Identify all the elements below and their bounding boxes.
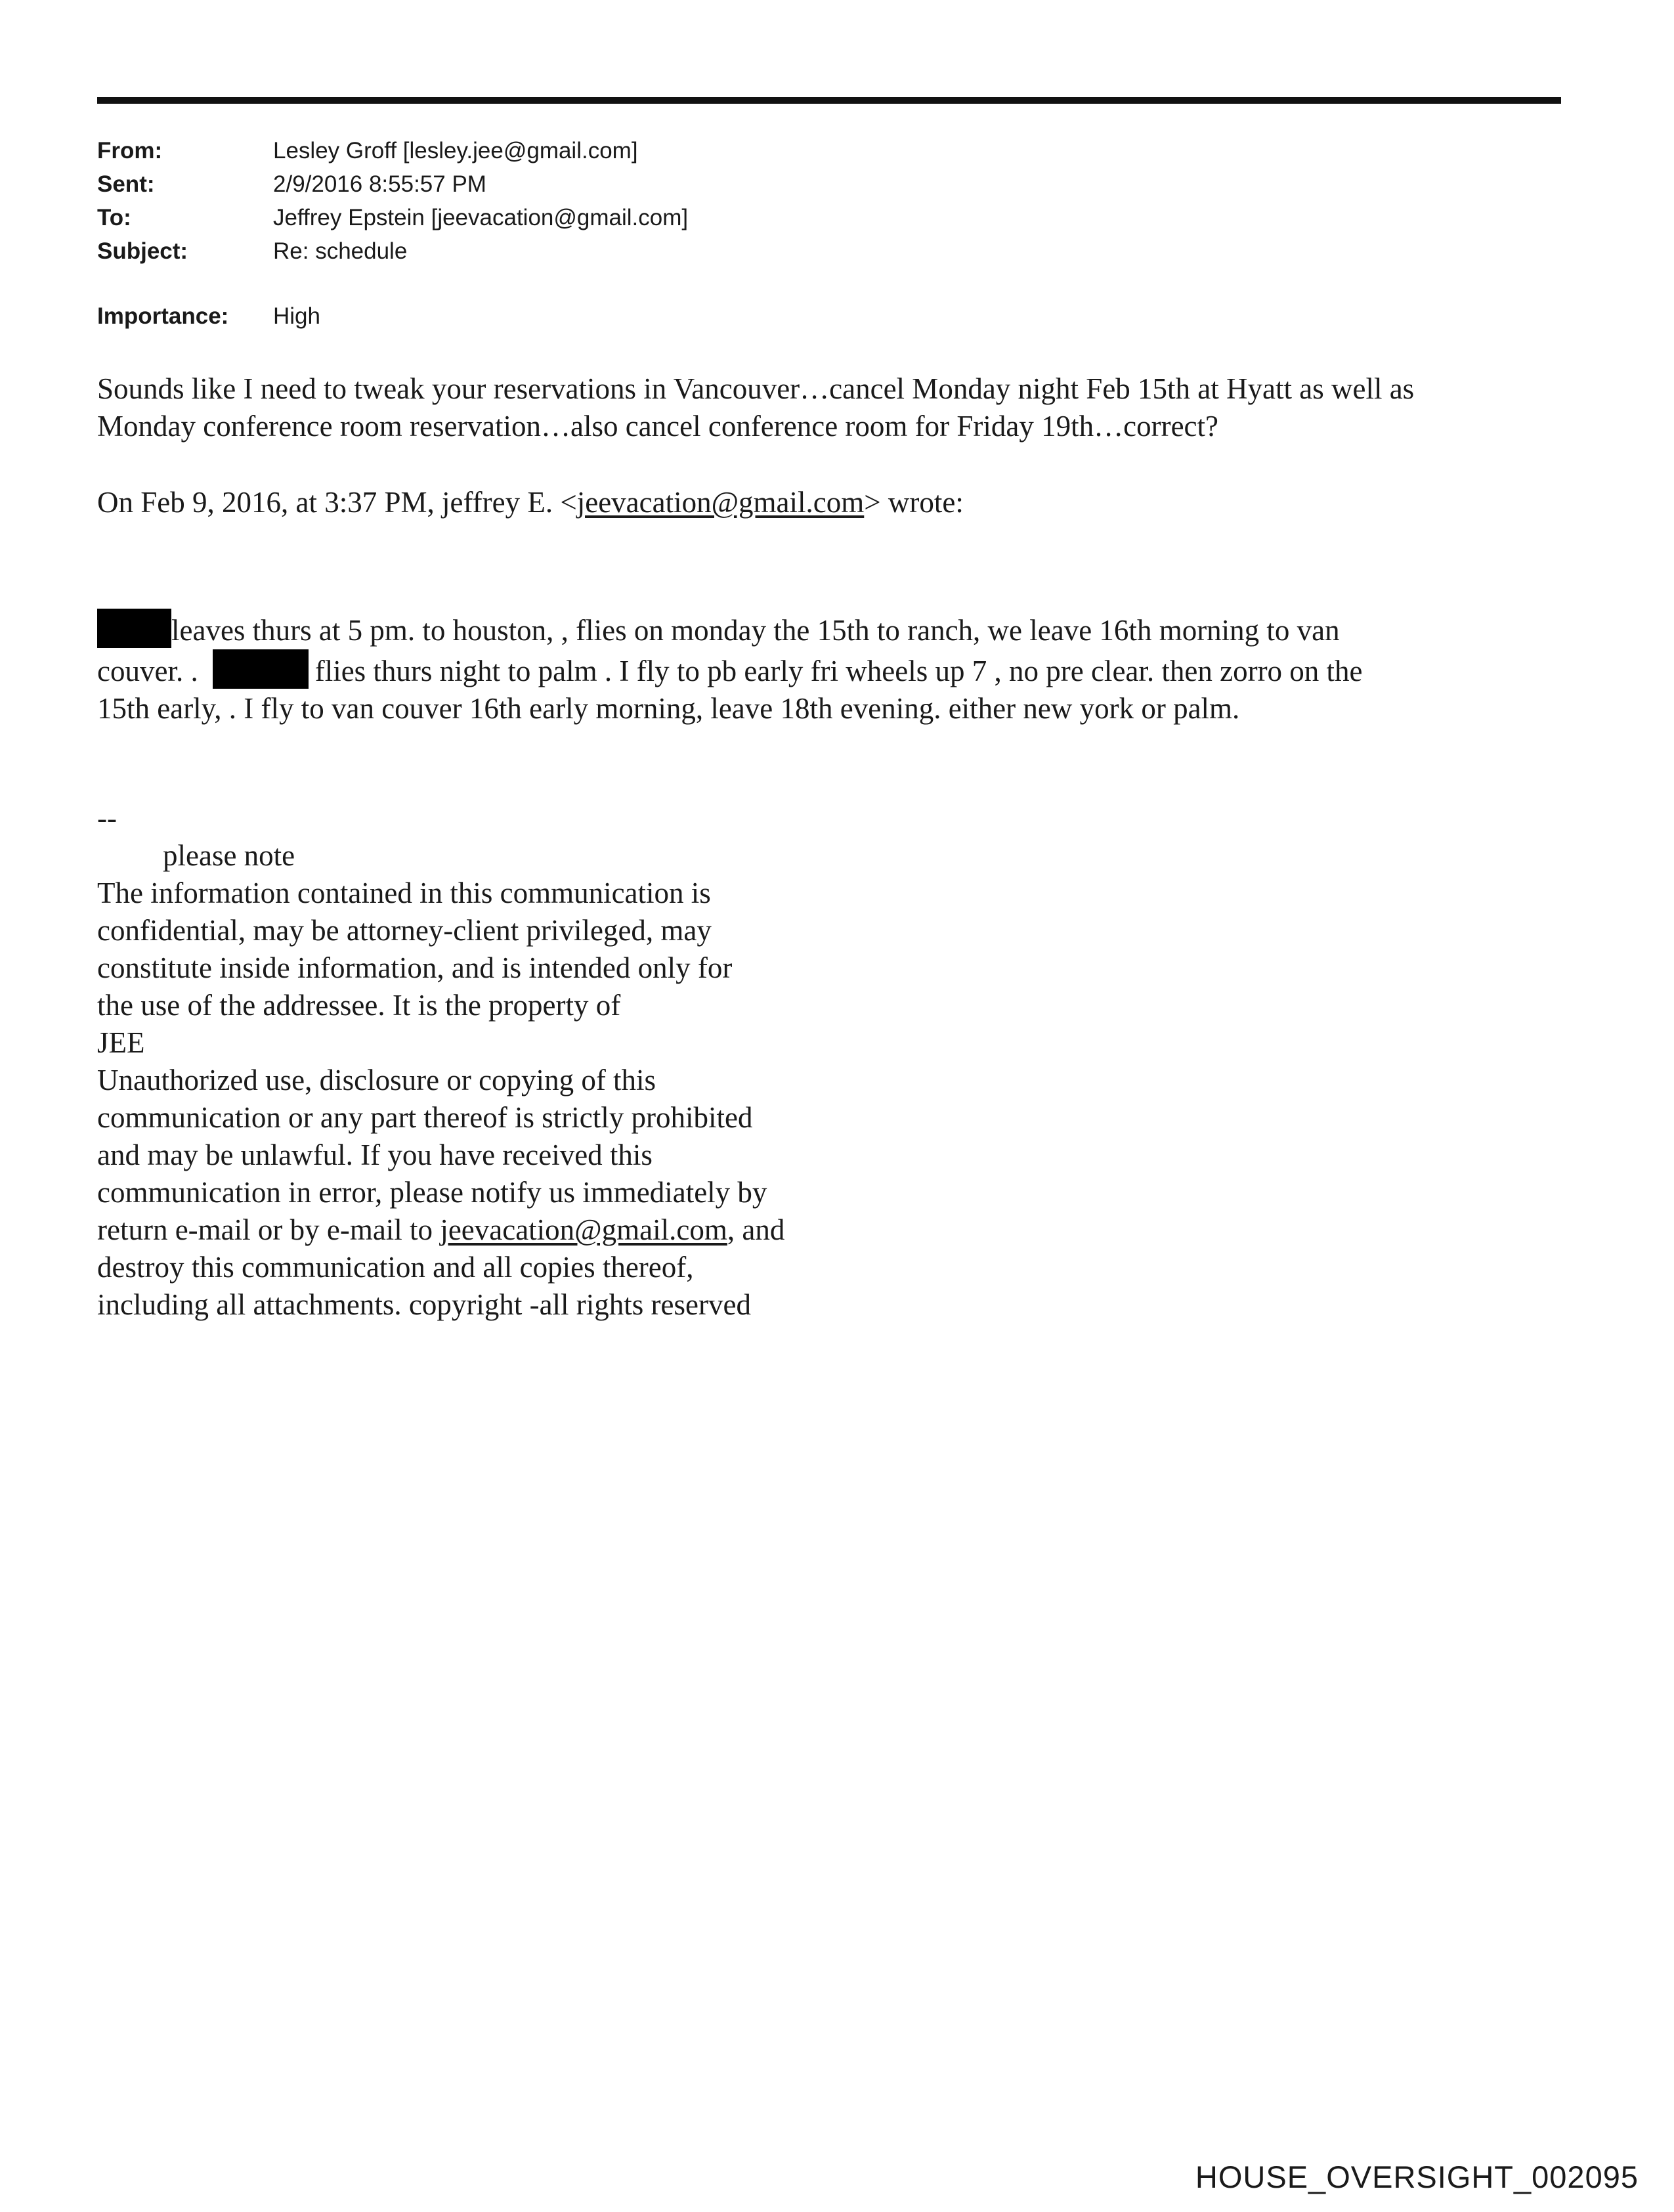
from-label: From: xyxy=(97,138,163,163)
attribution-prefix: On Feb 9, 2016, at 3:37 PM, jeffrey E. < xyxy=(97,486,577,519)
quoted-line xyxy=(97,609,1561,649)
from-row xyxy=(97,134,688,167)
subject-row xyxy=(97,234,688,268)
disclaimer-line: including all attachments. copyright -all rights reserved xyxy=(97,1288,751,1321)
disclaimer-line: Unauthorized use, disclosure or copying of this xyxy=(97,1064,656,1096)
disclaimer-line: The information contained in this communication is xyxy=(97,877,711,909)
subject-label: Subject: xyxy=(97,238,188,264)
signature-disclaimer xyxy=(97,800,784,1324)
signature-dashes: -- xyxy=(97,802,117,835)
email-header xyxy=(97,134,688,333)
disclaimer-line: destroy this communication and all copies thereof, xyxy=(97,1251,694,1284)
from-value: Lesley Groff [lesley.jee@gmail.com] xyxy=(273,138,638,163)
importance-value: High xyxy=(273,303,320,329)
quoted-text: leaves thurs at 5 pm. to houston, , flies on monday the 15th to ranch, we leave 16th morning to van xyxy=(171,614,1340,647)
quoted-line xyxy=(97,649,1561,690)
to-value: Jeffrey Epstein [jeevacation@gmail.com] xyxy=(273,205,689,230)
importance-row xyxy=(97,299,688,333)
redaction-box xyxy=(213,649,309,689)
quoted-message xyxy=(97,609,1561,727)
disclaimer-line: constitute inside information, and is intended only for xyxy=(97,951,733,984)
reply-message xyxy=(97,370,1574,445)
disclaimer-email-link[interactable]: jeevacation@gmail.com xyxy=(440,1213,727,1246)
quote-attribution xyxy=(97,484,964,521)
attribution-email-link[interactable]: jeevacation@gmail.com xyxy=(576,486,865,519)
quoted-text: flies thurs night to palm . I fly to pb early fri wheels up 7 , no pre clear. then zorro on the xyxy=(314,655,1363,687)
reply-line: Sounds like I need to tweak your reservations in Vancouver…cancel Monday night Feb 15th at Hyatt as well as xyxy=(97,372,1415,405)
subject-value: Re: schedule xyxy=(273,238,408,264)
to-label: To: xyxy=(97,205,131,230)
please-note: please note xyxy=(163,839,295,872)
attribution-suffix: > wrote: xyxy=(864,486,964,519)
return-suffix: , and xyxy=(727,1213,785,1246)
disclaimer-line: and may be unlawful. If you have received this xyxy=(97,1139,653,1171)
disclaimer-line: communication or any part thereof is strictly prohibited xyxy=(97,1101,753,1134)
quoted-text: couver. . xyxy=(97,655,198,687)
bates-number: HOUSE_OVERSIGHT_002095 xyxy=(1195,2159,1639,2194)
top-divider xyxy=(97,97,1561,104)
sent-value: 2/9/2016 8:55:57 PM xyxy=(273,171,486,197)
disclaimer-line: JEE xyxy=(97,1026,145,1059)
return-prefix: return e-mail or by e-mail to xyxy=(97,1213,440,1246)
reply-line: Monday conference room reservation…also cancel conference room for Friday 19th…correct? xyxy=(97,410,1219,443)
quoted-line: 15th early, . I fly to van couver 16th early morning, leave 18th evening. either new york or palm. xyxy=(97,692,1240,725)
disclaimer-line: communication in error, please notify us immediately by xyxy=(97,1176,767,1209)
disclaimer-line: confidential, may be attorney-client privileged, may xyxy=(97,914,712,947)
redaction-box xyxy=(97,609,171,648)
sent-label: Sent: xyxy=(97,171,155,197)
disclaimer-line xyxy=(97,1211,784,1249)
disclaimer-line: the use of the addressee. It is the property of xyxy=(97,989,621,1022)
to-row xyxy=(97,201,688,234)
sent-row xyxy=(97,167,688,201)
importance-label: Importance: xyxy=(97,303,229,329)
